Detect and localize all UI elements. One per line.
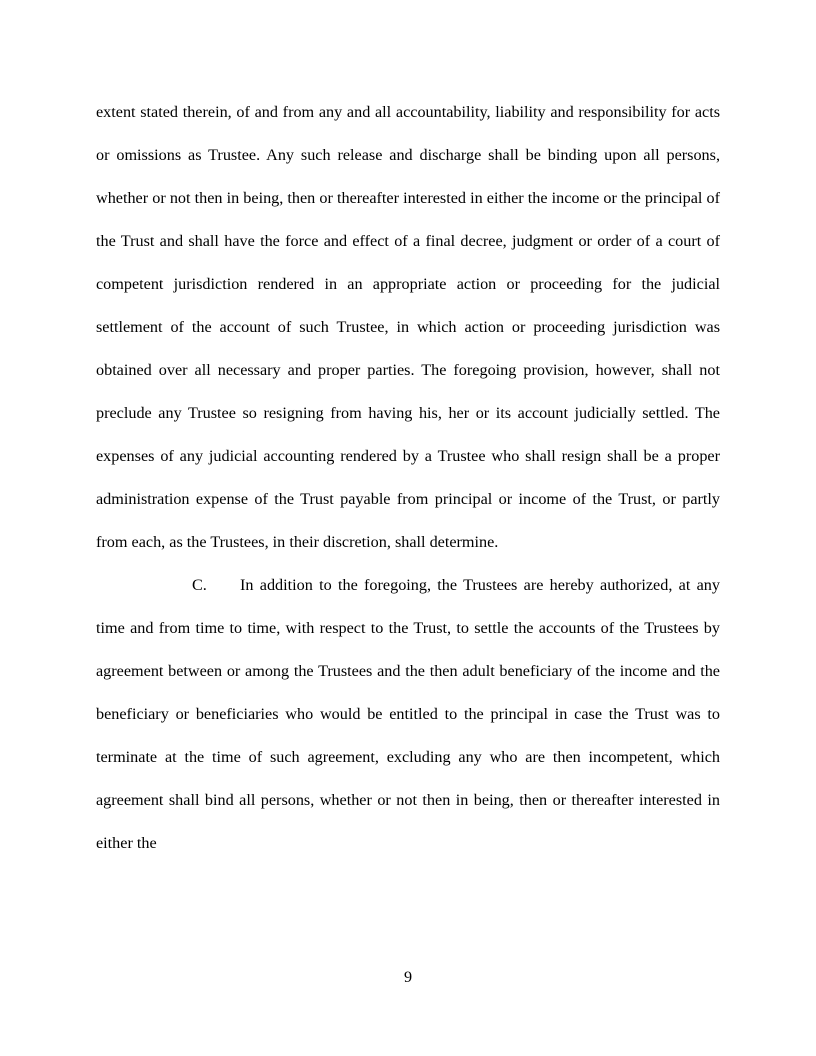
paragraph-release-discharge: extent stated therein, of and from any and all accountability, liability and responsibility for acts or omissions as Trustee. Any such release and discharge shall be binding upon all persons, whether or not then in being, then or thereafter interested in either the income or the principal of the Trust and shall have the force and effect of a final decree, judgment or order of a court of competent jurisdiction rendered in an appropriate action or proceeding for the judicial settlement of the account of such Trustee, in which action or proceeding jurisdiction was obtained over all necessary and proper parties. The foregoing provision, however, shall not preclude any Trustee so resigning from having his, her or its account judicially settled. The expenses of any judicial accounting rendered by a Trustee who shall resign shall be a proper administration expense of the Trust payable from principal or income of the Trust, or partly from each, as the Trustees, in their discretion, shall determine. bbox=[96, 103, 720, 551]
paragraph-c-text: In addition to the foregoing, the Trustees are hereby authorized, at any time and from time to time, with respect to the Trust, to settle the accounts of the Trustees by agreement between or among the Trustees and the then adult beneficiary of the income and the beneficiary or beneficiaries who would be entitled to the principal in case the Trust was to terminate at the time of such agreement, excluding any who are then incompetent, which agreement shall bind all persons, whether or not then in being, then or thereafter interested in either the bbox=[96, 576, 720, 852]
body-text bbox=[96, 91, 720, 865]
page-number: 9 bbox=[403, 968, 413, 986]
paragraph-c bbox=[96, 564, 720, 865]
paragraph-c-marker: C. bbox=[192, 576, 207, 594]
